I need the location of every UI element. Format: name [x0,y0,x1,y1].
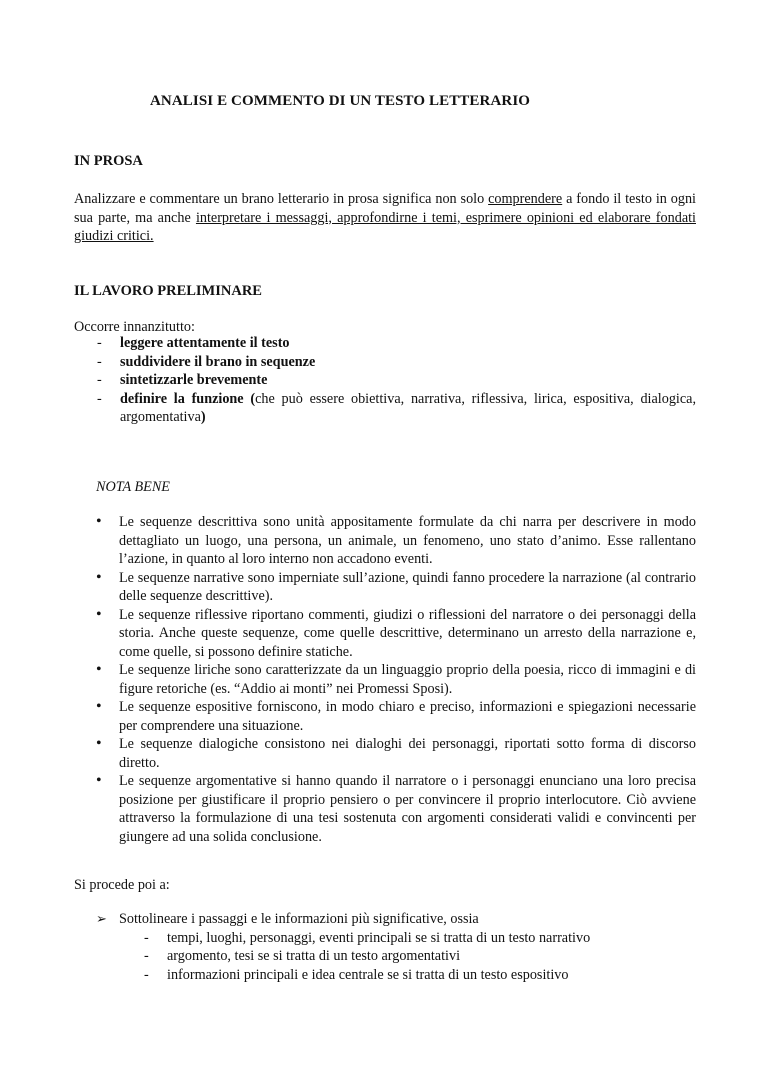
dash-marker: - [97,390,102,407]
prelim-list [74,334,696,427]
list-item-text: Le sequenze espositive forniscono, in modo chiaro e preciso, informazioni e spiegazioni necessarie per comprendere una situazione. [119,699,696,734]
arrow-bullet-icon: ➢ [96,911,107,926]
list-item [119,947,696,966]
bullet-marker: • [96,513,102,530]
list-item-text: Le sequenze descrittiva sono unità appositamente formulate da chi narra per descrivere in modo dettagliato un luogo, una persona, un animale, un fenomeno, uno stato d’animo. Esse rallentano l’azione, in quanto al loro interno non accadono eventi. [119,514,696,567]
bullet-marker: • [96,698,102,715]
procede-list [96,910,696,984]
bullet-marker: • [96,772,102,789]
section-heading-prose: IN PROSA [74,153,143,169]
dash-marker: - [97,372,102,388]
list-item [96,735,696,772]
list-item-text: Le sequenze liriche sono caratterizzate da un linguaggio proprio della poesia, ricco di immagini e di figure retoriche (es. “Addio ai monti” nei Promessi Sposi). [119,662,696,697]
list-item [74,390,696,427]
bullet-marker: • [96,568,102,586]
list-item [119,929,696,948]
nota-bullet-list [96,513,696,846]
list-item-text: Sottolineare i passaggi e le informazioni più significative, ossia [119,911,479,927]
list-item-text: informazioni principali e idea centrale se si tratta di un testo espositivo [167,966,569,983]
dash-marker: - [97,353,102,370]
prose-underlined-interpretare: interpretare i messaggi, approfondirne i temi, esprimere opinioni ed elaborare fondati giudizi critici. [74,209,696,244]
prose-underlined-comprendere: comprendere [488,191,563,207]
list-item [96,910,696,984]
prelim-intro: Occorre innanzitutto: [74,319,195,335]
bullet-marker: • [96,735,102,752]
list-item [96,772,696,846]
procede-sublist [119,929,696,985]
dash-marker: - [144,966,149,983]
prose-text-1: Analizzare e commentare un brano letterario in prosa significa non solo [74,191,489,207]
dash-marker: - [144,929,149,946]
dash-marker: - [97,335,102,351]
dash-marker: - [144,948,149,964]
list-item-close-paren: ) [200,409,206,425]
list-item-text: leggere attentamente il testo [120,335,290,351]
list-item-text: Le sequenze riflessive riportano commenti, giudizi o riflessioni del narratore o dei personaggi della storia. Anche queste sequenze, come quelle descrittive, determinano un arresto della narrazione e, come quelle, si possono definire statiche. [119,606,696,660]
list-item-text: sintetizzarle brevemente [120,372,268,388]
section-heading-prelim: IL LAVORO PRELIMINARE [74,283,262,299]
list-item [96,606,696,662]
list-item [74,353,696,372]
list-item-text: Le sequenze dialogiche consistono nei dialoghi dei personaggi, riportati sotto forma di discorso diretto. [119,736,696,771]
list-item-bold: definire la funzione ( [120,390,256,407]
list-item [74,334,696,353]
bullet-marker: • [96,661,102,678]
list-item-text: suddividere il brano in sequenze [120,353,316,370]
list-item [96,569,696,606]
nota-bene-label: NOTA BENE [96,479,170,495]
list-item-text: tempi, luoghi, personaggi, eventi principali se si tratta di un testo narrativo [167,929,591,946]
list-item [96,661,696,698]
prose-text-2: a fondo il testo in ogni sua parte, ma anche [74,191,696,226]
list-item [96,698,696,735]
page-title: ANALISI E COMMENTO DI UN TESTO LETTERARIO [150,93,531,109]
list-item-text: Le sequenze argomentative si hanno quando il narratore o i personaggi enunciano una loro precisa posizione per giustificare il proprio pensiero o per convincere il proprio interlocutore. Ciò avviene attraverso la formulazione di una tesi sostenuta con argomenti considerati validi e convincenti per giungere ad una solida conclusione. [119,773,696,845]
list-item-text: Le sequenze narrative sono imperniate sull’azione, quindi fanno procedere la narrazione (al contrario delle sequenze descrittive). [119,569,696,604]
list-item [96,513,696,569]
procede-intro: Si procede poi a: [74,877,170,893]
prose-paragraph [74,190,696,246]
list-item-text: che può essere obiettiva, narrativa, riflessiva, lirica, espositiva, dialogica, argomentativa [120,390,697,425]
list-item [119,966,696,985]
list-item [74,371,696,390]
bullet-marker: • [96,605,102,623]
list-item-text: argomento, tesi se si tratta di un testo argomentativi [167,948,461,964]
